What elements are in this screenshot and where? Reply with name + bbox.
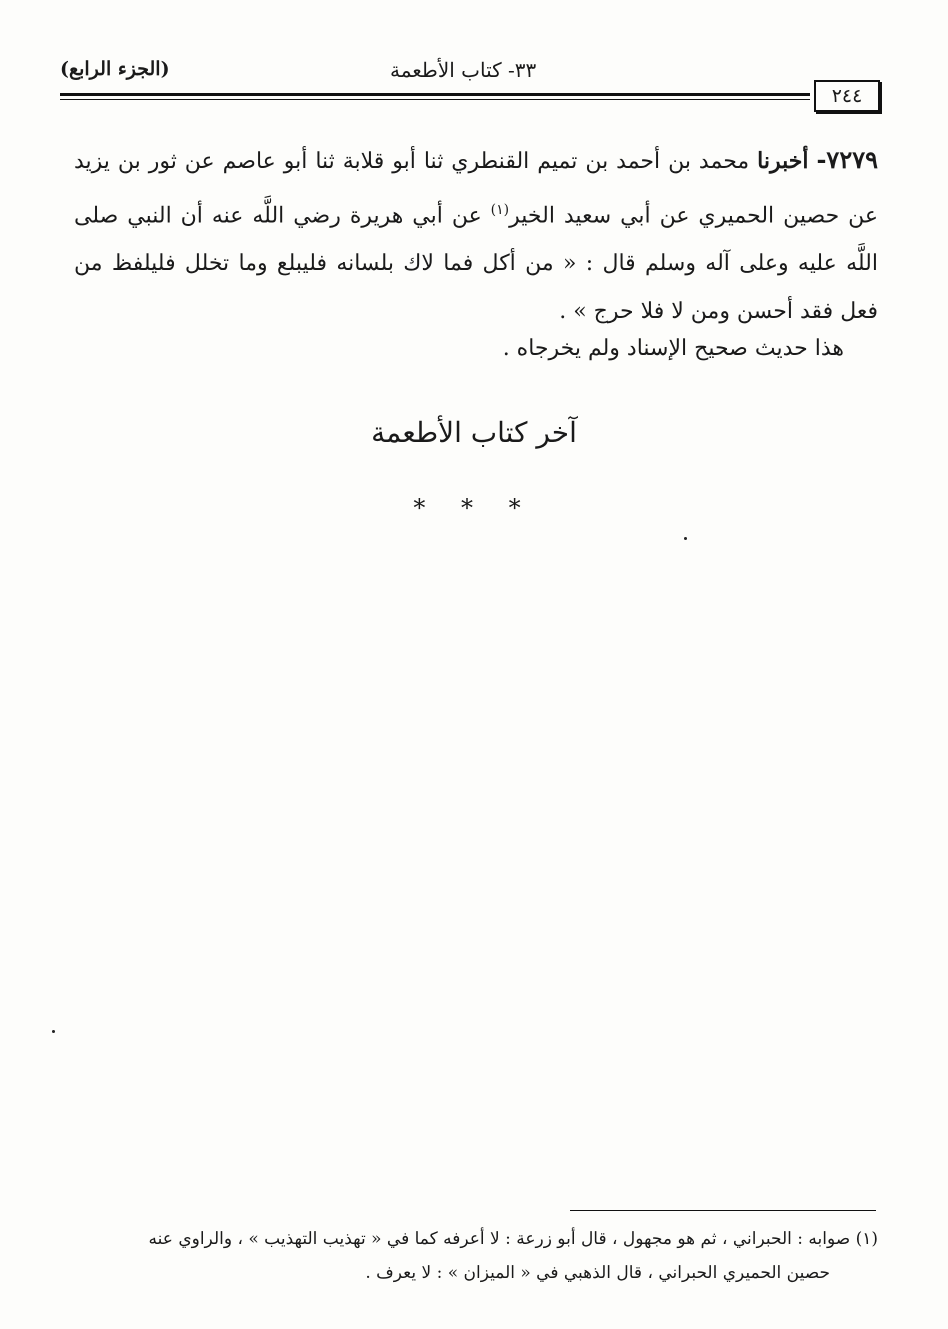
scan-speck [52, 1030, 55, 1033]
footnote-line [78, 1222, 878, 1256]
hadith-matn: عن أبي هريرة رضي اللَّه عنه أن النبي صلى اللَّه عليه وعلى آله وسلم قال : « من أكل فما لاك بلسانه فليبلع وما تخلل فليلفظ من فعل فقد أحسن ومن لا فلا حرج » . [74, 203, 878, 325]
page-header [60, 58, 880, 118]
hadith-lead: أخبرنا [757, 148, 809, 174]
hadith-isnad: محمد بن أحمد بن تميم القنطري ثنا أبو قلابة ثنا أبو عاصم عن ثور بن يزيد عن حصين الحميري عن أبي سعيد الخير [74, 149, 879, 229]
footnote-marker[interactable]: (١) [490, 202, 510, 218]
header-rule-thin [60, 99, 810, 100]
hadith-paragraph [74, 136, 878, 336]
footnote-number: (١) [855, 1229, 878, 1249]
hadith-block [74, 136, 878, 336]
hadith-verdict: هذا حديث صحيح الإسناد ولم يخرجاه . [502, 336, 844, 361]
footnote-text: حصين الحميري الحبراني ، قال الذهبي في « الميزان » : لا يعرف . [365, 1263, 830, 1283]
scan-speck [684, 537, 687, 540]
end-of-book-heading: آخر كتاب الأطعمة [371, 416, 577, 449]
chapter-title: ٣٣- كتاب الأطعمة [390, 58, 537, 82]
separator-stars: * * * [413, 494, 535, 522]
page-number: ٢٤٤ [814, 80, 880, 112]
hadith-number: ٧٢٧٩- [816, 145, 878, 174]
footnotes [78, 1222, 878, 1290]
footnote-rule [570, 1210, 876, 1211]
header-rule-thick [60, 93, 810, 96]
footnote-text: صوابه : الحبراني ، ثم هو مجهول ، قال أبو زرعة : لا أعرفه كما في « تهذيب التهذيب » ، والراوي عنه [148, 1229, 851, 1249]
volume-label: (الجزء الرابع) [60, 58, 170, 80]
footnote-line [78, 1256, 878, 1290]
